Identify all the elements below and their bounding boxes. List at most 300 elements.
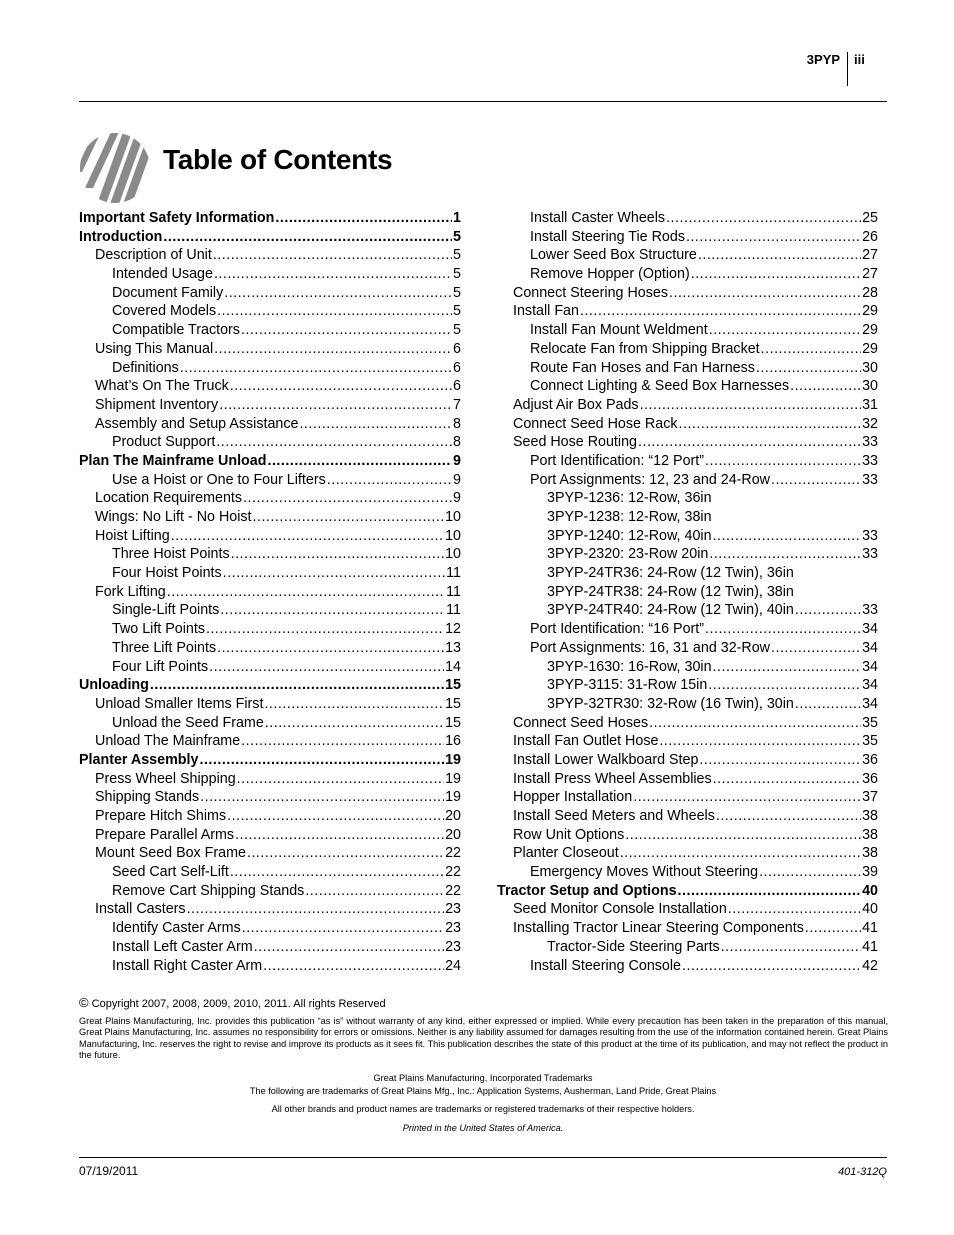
toc-entry-page: 5	[453, 247, 461, 264]
toc-entry-page: 33	[862, 471, 878, 488]
toc-entry-page: 5	[453, 284, 461, 301]
toc-entry-page: 5	[453, 228, 461, 245]
toc-entry-title: Install Press Wheel Assemblies	[513, 770, 712, 787]
toc-leader-dots	[580, 302, 861, 321]
toc-entry[interactable]	[79, 340, 461, 359]
page-title: Table of Contents	[163, 144, 393, 175]
toc-leader-dots	[620, 844, 861, 863]
toc-entry-title: Connect Steering Hoses	[513, 284, 668, 301]
toc-entry-page: 37	[862, 789, 878, 806]
toc-leader-dots	[709, 545, 861, 564]
toc-entry-page: 9	[453, 452, 461, 469]
toc-entry-title: Seed Monitor Console Installation	[513, 901, 727, 918]
toc-left-column	[79, 209, 461, 975]
toc-leader-dots	[206, 620, 444, 639]
toc-entry-title: Press Wheel Shipping	[95, 770, 236, 787]
toc-entry-page: 9	[453, 490, 461, 507]
toc-leader-dots	[299, 415, 452, 434]
toc-entry[interactable]	[79, 209, 461, 228]
toc-leader-dots	[633, 788, 861, 807]
toc-entry[interactable]	[79, 751, 461, 770]
toc-leader-dots	[659, 732, 861, 751]
toc-entry[interactable]	[79, 527, 461, 546]
trademarks-heading: Great Plains Manufacturing, Incorporated Trademarks	[373, 1073, 593, 1083]
toc-entry-title: 3PYP-1236: 12-Row, 36in	[547, 490, 712, 507]
toc-entry-title: Prepare Parallel Arms	[95, 826, 235, 843]
toc-entry-title: Prepare Hitch Shims	[95, 808, 227, 824]
toc-entry-title: 3PYP-1630: 16-Row, 30in	[547, 658, 712, 675]
toc-leader-dots	[790, 377, 861, 396]
toc-leader-dots	[219, 396, 452, 415]
toc-entry[interactable]	[79, 284, 461, 303]
toc-entry-title: Using This Manual	[95, 340, 214, 357]
toc-entry[interactable]	[497, 228, 878, 247]
toc-entry-title: Connect Seed Hoses	[513, 714, 649, 731]
toc-entry-page: 16	[445, 733, 461, 750]
toc-entry-page: 5	[453, 303, 461, 320]
toc-leader-dots	[756, 359, 861, 378]
toc-entry[interactable]	[79, 452, 461, 471]
toc-entry[interactable]	[79, 658, 461, 677]
toc-entry-title: Compatible Tractors	[112, 322, 240, 339]
toc-entry-title: Install Lower Walkboard Step	[513, 751, 699, 768]
toc-entry[interactable]	[79, 882, 461, 901]
toc-leader-dots	[224, 284, 452, 303]
toc-entry[interactable]	[497, 265, 878, 284]
toc-leader-dots	[230, 377, 452, 396]
toc-entry-title: Single-Lift Points	[112, 602, 220, 619]
toc-entry[interactable]	[497, 302, 878, 321]
toc-entry-page: 19	[445, 751, 461, 768]
toc-entry[interactable]	[79, 396, 461, 415]
toc-leader-dots	[220, 601, 445, 620]
toc-entry[interactable]	[79, 433, 461, 452]
toc-entry[interactable]	[497, 658, 878, 677]
toc-entry-title: Product Support	[112, 434, 216, 451]
toc-leader-dots	[200, 788, 444, 807]
toc-entry-title: Port Identification: “16 Port”	[530, 621, 705, 638]
toc-entry[interactable]	[79, 265, 461, 284]
toc-entry-title: Identify Caster Arms	[112, 920, 241, 937]
toc-entry-page: 6	[453, 359, 461, 376]
toc-entry-page: 14	[445, 658, 461, 675]
toc-entry-title: Install Fan Mount Weldment	[530, 322, 708, 339]
toc-leader-dots	[698, 246, 861, 265]
toc-entry[interactable]	[79, 545, 461, 564]
toc-entry[interactable]	[79, 377, 461, 396]
toc-entry-title: What’s On The Truck	[95, 378, 229, 395]
toc-entry-title: Important Safety Information	[79, 210, 275, 226]
toc-leader-dots	[666, 209, 861, 228]
toc-entry[interactable]	[79, 471, 461, 490]
trademarks-other: All other brands and product names are trademarks or registered trademarks of their respective holders.	[271, 1104, 695, 1114]
toc-entry-title: Unload Smaller Items First	[95, 695, 264, 712]
toc-entry-title: Introduction	[79, 228, 163, 245]
toc-entry[interactable]	[497, 452, 878, 471]
toc-entry-title: Unloading	[79, 677, 149, 694]
toc-leader-dots	[171, 527, 444, 546]
toc-leader-dots	[728, 900, 861, 919]
toc-leader-dots	[216, 433, 452, 452]
toc-entry-title: Unload the Seed Frame	[112, 714, 264, 731]
toc-entry-page: 30	[862, 359, 878, 376]
toc-leader-dots	[163, 228, 452, 247]
toc-entry[interactable]	[79, 788, 461, 807]
toc-entry[interactable]	[497, 844, 878, 863]
toc-entry-page: 33	[862, 434, 878, 451]
toc-entry-page: 5	[453, 266, 461, 283]
toc-entry-title: Four Lift Points	[112, 658, 209, 675]
toc-entry-page: 23	[445, 920, 461, 937]
header-page-number: iii	[854, 52, 865, 67]
toc-entry[interactable]	[79, 564, 461, 583]
toc-entry[interactable]	[497, 583, 878, 602]
toc-entry[interactable]	[497, 807, 878, 826]
toc-entry[interactable]	[79, 676, 461, 695]
toc-entry-page: 34	[862, 677, 878, 694]
toc-entry[interactable]	[79, 601, 461, 620]
toc-leader-dots	[187, 900, 445, 919]
toc-entry[interactable]	[79, 302, 461, 321]
toc-entry-page: 32	[862, 415, 878, 432]
toc-entry-page: 19	[445, 789, 461, 806]
toc-entry-title: Install Fan	[513, 303, 579, 320]
toc-entry[interactable]	[497, 471, 878, 490]
toc-entry-title: Port Identification: “12 Port”	[530, 452, 705, 469]
toc-entry-page: 5	[453, 322, 461, 339]
toc-entry-title: Mount Seed Box Frame	[95, 845, 246, 862]
toc-right-column	[497, 209, 878, 975]
toc-entry-title: 3PYP-3115: 31-Row 15in	[547, 677, 708, 694]
toc-leader-dots	[267, 452, 452, 471]
toc-entry[interactable]	[497, 508, 878, 527]
toc-entry-page: 27	[862, 266, 878, 283]
toc-entry-page: 20	[445, 808, 461, 824]
printed-in: Printed in the United States of America.	[402, 1123, 564, 1133]
toc-entry[interactable]	[497, 601, 878, 620]
toc-entry-page: 33	[862, 602, 878, 619]
toc-entry-title: 3PYP-1240: 12-Row, 40in	[547, 527, 712, 544]
toc-entry-page: 38	[862, 808, 878, 824]
toc-entry-page: 27	[862, 247, 878, 264]
toc-leader-dots	[705, 452, 861, 471]
toc-entry[interactable]	[497, 246, 878, 265]
toc-entry-page: 10	[445, 527, 461, 544]
toc-leader-dots	[242, 919, 444, 938]
toc-leader-dots	[180, 359, 452, 378]
toc-entry[interactable]	[497, 676, 878, 695]
toc-entry-page: 33	[862, 527, 878, 544]
toc-entry-page: 11	[446, 565, 461, 582]
toc-leader-dots	[241, 321, 452, 340]
toc-entry[interactable]	[79, 620, 461, 639]
toc-leader-dots	[686, 228, 861, 247]
toc-leader-dots	[263, 957, 444, 976]
toc-entry[interactable]	[497, 714, 878, 733]
toc-leader-dots	[150, 676, 444, 695]
toc-leader-dots	[254, 938, 444, 957]
bottom-rule	[79, 1157, 887, 1158]
toc-entry-title: Route Fan Hoses and Fan Harness	[530, 359, 755, 376]
toc-entry[interactable]	[497, 919, 878, 938]
toc-entry-page: 33	[862, 452, 878, 469]
toc-entry-title: Tractor-Side Steering Parts	[547, 938, 720, 955]
toc-entry-page: 10	[445, 509, 461, 525]
toc-entry-page: 12	[445, 621, 461, 638]
toc-entry[interactable]	[497, 321, 878, 340]
toc-entry[interactable]	[79, 863, 461, 882]
toc-entry[interactable]	[497, 527, 878, 546]
toc-entry-page: 42	[862, 957, 878, 974]
toc-leader-dots	[264, 695, 444, 714]
toc-entry-title: Hopper Installation	[513, 789, 633, 806]
toc-entry-title: Assembly and Setup Assistance	[95, 415, 299, 432]
toc-leader-dots	[721, 938, 861, 957]
toc-entry-page: 30	[862, 378, 878, 395]
toc-entry-title: 3PYP-32TR30: 32-Row (16 Twin), 30in	[547, 695, 794, 712]
toc-entry[interactable]	[79, 639, 461, 658]
toc-entry-page: 7	[453, 396, 461, 413]
toc-entry-title: Definitions	[112, 359, 179, 376]
toc-entry[interactable]	[79, 415, 461, 434]
toc-entry-page: 19	[445, 770, 461, 787]
toc-entry-title: Emergency Moves Without Steering	[530, 864, 759, 881]
toc-entry-page: 29	[862, 303, 878, 320]
toc-entry[interactable]	[79, 359, 461, 378]
toc-leader-dots	[713, 527, 862, 546]
toc-entry-page: 9	[453, 471, 461, 488]
toc-entry-page: 23	[445, 938, 461, 955]
toc-entry[interactable]	[79, 732, 461, 751]
toc-entry[interactable]	[497, 209, 878, 228]
toc-entry-page: 8	[453, 415, 461, 432]
toc-entry-title: Unload The Mainframe	[95, 733, 241, 750]
toc-entry[interactable]	[79, 228, 461, 247]
toc-leader-dots	[231, 545, 444, 564]
toc-entry-title: Three Hoist Points	[112, 546, 230, 563]
toc-entry[interactable]	[79, 695, 461, 714]
toc-entry[interactable]	[79, 770, 461, 789]
toc-entry[interactable]	[79, 900, 461, 919]
toc-entry[interactable]	[497, 788, 878, 807]
copyright-text: Copyright 2007, 2008, 2009, 2010, 2011. All rights Reserved	[91, 998, 386, 1010]
toc-entry-page: 34	[862, 658, 878, 675]
toc-entry-title: Shipment Inventory	[95, 396, 219, 413]
toc-entry[interactable]	[79, 957, 461, 976]
toc-leader-dots	[265, 714, 444, 733]
toc-leader-dots	[795, 695, 861, 714]
toc-entry-page: 36	[862, 770, 878, 787]
toc-entry[interactable]	[497, 340, 878, 359]
toc-entry-page: 29	[862, 322, 878, 339]
toc-entry[interactable]	[497, 620, 878, 639]
toc-entry-page: 22	[445, 864, 461, 881]
toc-entry-page: 34	[862, 621, 878, 638]
toc-entry-page: 40	[862, 901, 878, 918]
toc-entry-page: 15	[445, 695, 461, 712]
toc-entry[interactable]	[79, 938, 461, 957]
toc-entry-page: 38	[862, 826, 878, 843]
toc-entry[interactable]	[497, 359, 878, 378]
toc-leader-dots	[223, 564, 446, 583]
toc-entry-title: Install Right Caster Arm	[112, 957, 263, 974]
top-rule	[79, 101, 887, 102]
toc-entry-title: Location Requirements	[95, 490, 243, 507]
toc-entry-page: 26	[862, 228, 878, 245]
toc-entry-title: Installing Tractor Linear Steering Components	[513, 920, 804, 937]
toc-entry[interactable]	[497, 489, 878, 508]
toc-entry[interactable]	[497, 415, 878, 434]
toc-entry[interactable]	[497, 863, 878, 882]
toc-entry[interactable]	[79, 826, 461, 845]
toc-entry-title: Covered Models	[112, 303, 217, 320]
toc-entry-page: 22	[445, 882, 461, 899]
footer-part-number: 401-312Q	[838, 1166, 887, 1178]
toc-entry-page: 31	[862, 396, 878, 413]
toc-entry[interactable]	[497, 938, 878, 957]
toc-leader-dots	[305, 882, 444, 901]
toc-entry-title: Install Casters	[95, 901, 186, 918]
toc-leader-dots	[761, 340, 861, 359]
toc-leader-dots	[230, 863, 444, 882]
toc-leader-dots	[217, 639, 444, 658]
toc-entry[interactable]	[79, 489, 461, 508]
toc-entry[interactable]	[79, 246, 461, 265]
toc-entry-title: Four Hoist Points	[112, 565, 222, 582]
toc-entry[interactable]	[497, 433, 878, 452]
toc-leader-dots	[759, 863, 861, 882]
toc-entry-title: Relocate Fan from Shipping Bracket	[530, 340, 760, 357]
toc-entry[interactable]	[79, 714, 461, 733]
toc-entry[interactable]	[497, 639, 878, 658]
toc-entry-page: 34	[862, 639, 878, 656]
toc-entry-title: 3PYP-24TR36: 24-Row (12 Twin), 36in	[547, 565, 794, 582]
toc-entry[interactable]	[79, 508, 461, 527]
toc-entry-page: 23	[445, 901, 461, 918]
toc-entry-title: Two Lift Points	[112, 621, 205, 638]
toc-leader-dots	[716, 807, 861, 826]
disclaimer: Great Plains Manufacturing, Inc. provides this publication “as is” without warranty of any kind, either expressed or implied. While every precaution has been taken in the preparation of this manual, Great Plains Manufacturing, Inc. assumes no responsibility for errors or omissions. Neither is any liability assumed for damages resulting from the use of the information contained herein. Great Plains Manufacturing, Inc. reserves the right to revise and improve its products as it sees fit. This publication describes the state of this product at the time of its publication, and may not reflect the product in the future.	[79, 1016, 888, 1060]
toc-entry-title: Shipping Stands	[95, 789, 200, 806]
toc-entry[interactable]	[497, 957, 878, 976]
toc-entry-title: Intended Usage	[112, 266, 213, 283]
toc-leader-dots	[691, 265, 861, 284]
toc-leader-dots	[713, 658, 862, 677]
toc-entry[interactable]	[79, 321, 461, 340]
toc-entry-page: 24	[445, 957, 461, 974]
toc-entry-title: Planter Closeout	[513, 845, 619, 862]
toc-leader-dots	[167, 583, 445, 602]
toc-entry[interactable]	[497, 751, 878, 770]
toc-entry-page: 36	[862, 751, 878, 768]
toc-entry-page: 6	[453, 378, 461, 395]
toc-entry-title: Remove Hopper (Option)	[530, 266, 690, 283]
toc-entry-page: 41	[862, 920, 878, 937]
toc-entry[interactable]	[79, 919, 461, 938]
toc-leader-dots	[640, 396, 862, 415]
toc-entry-page: 11	[446, 583, 461, 600]
toc-entry[interactable]	[497, 826, 878, 845]
toc-leader-dots	[682, 957, 861, 976]
trademarks-line: The following are trademarks of Great Plains Mfg., Inc.: Application Systems, Ausherman, Land Pride, Great Plains	[249, 1086, 717, 1096]
toc-leader-dots	[199, 751, 444, 770]
toc-leader-dots	[214, 340, 452, 359]
toc-entry-title: Connect Seed Hose Rack	[513, 415, 678, 432]
toc-entry-title: Adjust Air Box Pads	[513, 396, 639, 413]
toc-entry-title: Install Fan Outlet Hose	[513, 733, 659, 750]
toc-leader-dots	[771, 471, 861, 490]
toc-entry[interactable]	[79, 844, 461, 863]
copyright-symbol: ©	[79, 995, 89, 1010]
toc-entry[interactable]	[497, 732, 878, 751]
toc-leader-dots	[708, 676, 861, 695]
toc-entry[interactable]	[497, 900, 878, 919]
toc-leader-dots	[235, 826, 444, 845]
toc-entry-page: 40	[862, 882, 878, 899]
header-separator	[847, 52, 848, 86]
toc-entry-page: 6	[453, 340, 461, 357]
toc-leader-dots	[237, 770, 444, 789]
footer-date: 07/19/2011	[79, 1164, 139, 1178]
toc-entry[interactable]	[497, 564, 878, 583]
toc-entry-page: 11	[446, 602, 461, 619]
toc-entry-page: 15	[445, 714, 461, 731]
toc-entry-page: 41	[862, 938, 878, 955]
toc-entry[interactable]	[497, 695, 878, 714]
toc-entry[interactable]	[497, 377, 878, 396]
toc-leader-dots	[247, 844, 444, 863]
toc-entry-title: 3PYP-1238: 12-Row, 38in	[547, 509, 712, 525]
toc-entry[interactable]	[79, 583, 461, 602]
toc-entry-page: 39	[862, 864, 878, 881]
toc-entry-title: Seed Hose Routing	[513, 434, 637, 451]
toc-leader-dots	[214, 265, 452, 284]
toc-entry-title: Port Assignments: 16, 31 and 32-Row	[530, 639, 771, 656]
toc-entry-title: Fork Lifting	[95, 583, 166, 600]
toc-entry[interactable]	[497, 284, 878, 303]
toc-entry-title: Wings: No Lift - No Hoist	[95, 509, 252, 525]
toc-leader-dots	[243, 489, 452, 508]
toc-entry-title: Install Caster Wheels	[530, 210, 666, 226]
toc-entry-page: 34	[862, 695, 878, 712]
toc-entry-page: 10	[445, 546, 461, 563]
toc-leader-dots	[227, 807, 444, 826]
toc-entry[interactable]	[497, 545, 878, 564]
toc-entry-page: 25	[862, 210, 878, 226]
toc-entry-title: 3PYP-24TR38: 24-Row (12 Twin), 38in	[547, 583, 794, 600]
toc-leader-dots	[241, 732, 444, 751]
toc-entry-title: Install Steering Console	[530, 957, 681, 974]
toc-leader-dots	[709, 321, 861, 340]
toc-entry-title: Description of Unit	[95, 247, 212, 264]
toc-leader-dots	[713, 770, 861, 789]
toc-entry[interactable]	[497, 882, 878, 901]
toc-entry[interactable]	[497, 396, 878, 415]
toc-leader-dots	[678, 882, 862, 901]
toc-entry-title: Three Lift Points	[112, 639, 217, 656]
toc-entry-page: 22	[445, 845, 461, 862]
toc-entry-title: Planter Assembly	[79, 751, 199, 768]
toc-entry-title: Lower Seed Box Structure	[530, 247, 697, 264]
toc-entry-title: Row Unit Options	[513, 826, 625, 843]
toc-entry-page: 35	[862, 733, 878, 750]
toc-leader-dots	[699, 751, 861, 770]
toc-entry[interactable]	[497, 770, 878, 789]
toc-entry[interactable]	[79, 807, 461, 826]
toc-leader-dots	[649, 714, 861, 733]
copyright	[79, 995, 386, 1010]
toc-leader-dots	[638, 433, 861, 452]
